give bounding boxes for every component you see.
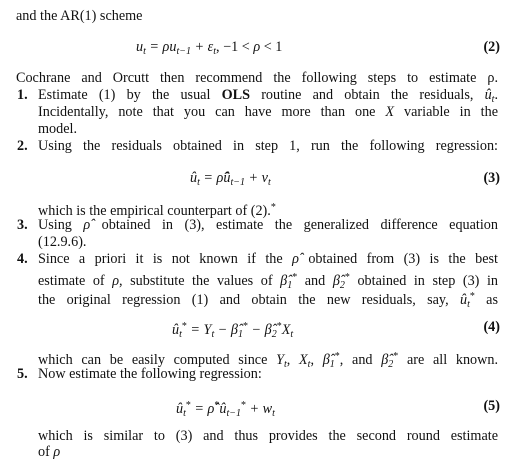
step-4-line-2: estimate of ρ, substitute the values of $\betâ_1^*$ and $\betâ_2^*$ obtained in step (3) in	[38, 272, 498, 291]
step-5-line-1: Now estimate the following regression:	[38, 366, 262, 382]
equation-3-expression: $û_t$ = $\rhôû_{t-1} + v_t$	[190, 170, 271, 188]
step-3-line-2: (12.9.6).	[38, 234, 87, 250]
step-5-number: 5.	[17, 366, 28, 382]
step-1-line-1: Estimate (1) by the usual OLS routine and obtain the residuals, $û_t$.	[38, 87, 498, 105]
step-4-number: 4.	[17, 251, 28, 267]
step-3-number: 3.	[17, 217, 28, 233]
step-2-line-1: Using the residuals obtained in step 1, run the following regression:	[38, 138, 498, 154]
step-5-after-line-1: which is similar to (3) and thus provides the second round estimate	[38, 428, 498, 444]
step-4-after: which can be easily computed since $Y_t$, $X_t$, $\betâ_1^*$, and $\betâ_2^*$ are all known.	[38, 351, 499, 370]
step-2-number: 2.	[17, 138, 28, 154]
step-1-line-2: Incidentally, note that you can have more than one X variable in the	[38, 104, 498, 120]
equation-2-expression: $u_t = \rho u_{t-1} + \varepsilon_t$, −1 < ρ < 1	[136, 39, 283, 57]
equation-4-number: (4)	[483, 319, 500, 335]
equation-2-number: (2)	[483, 39, 500, 55]
lead-paragraph: Cochrane and Orcutt then recommend the following steps to estimate ρ.	[16, 70, 498, 86]
equation-5-number: (5)	[483, 398, 500, 414]
step-2-after: which is the empirical counterpart of (2).*	[38, 202, 276, 219]
step-5-after-line-2: of ρ	[38, 444, 61, 460]
equation-3-number: (3)	[483, 170, 500, 186]
step-3-line-1: Using ρ̂ obtained in (3), estimate the generalized difference equation	[38, 217, 498, 233]
step-1-number: 1.	[17, 87, 28, 103]
intro-text: and the AR(1) scheme	[16, 8, 143, 24]
step-4-line-1: Since a priori it is not known if the ρ̂ obtained from (3) is the best	[38, 251, 498, 267]
step-1-line-3: model.	[38, 121, 78, 137]
step-4-line-3: the original regression (1) and obtain the new residuals, say, $û_t^*$ as	[38, 291, 498, 310]
equation-4-expression: $û_t^* = Y_t$ − $\betâ_1^*$ − $\betâ_2^*X_t$	[172, 321, 294, 340]
equation-5-expression: $û_t^*$ = $\rhô^*û_{t-1}^* + w_t$	[176, 400, 275, 419]
